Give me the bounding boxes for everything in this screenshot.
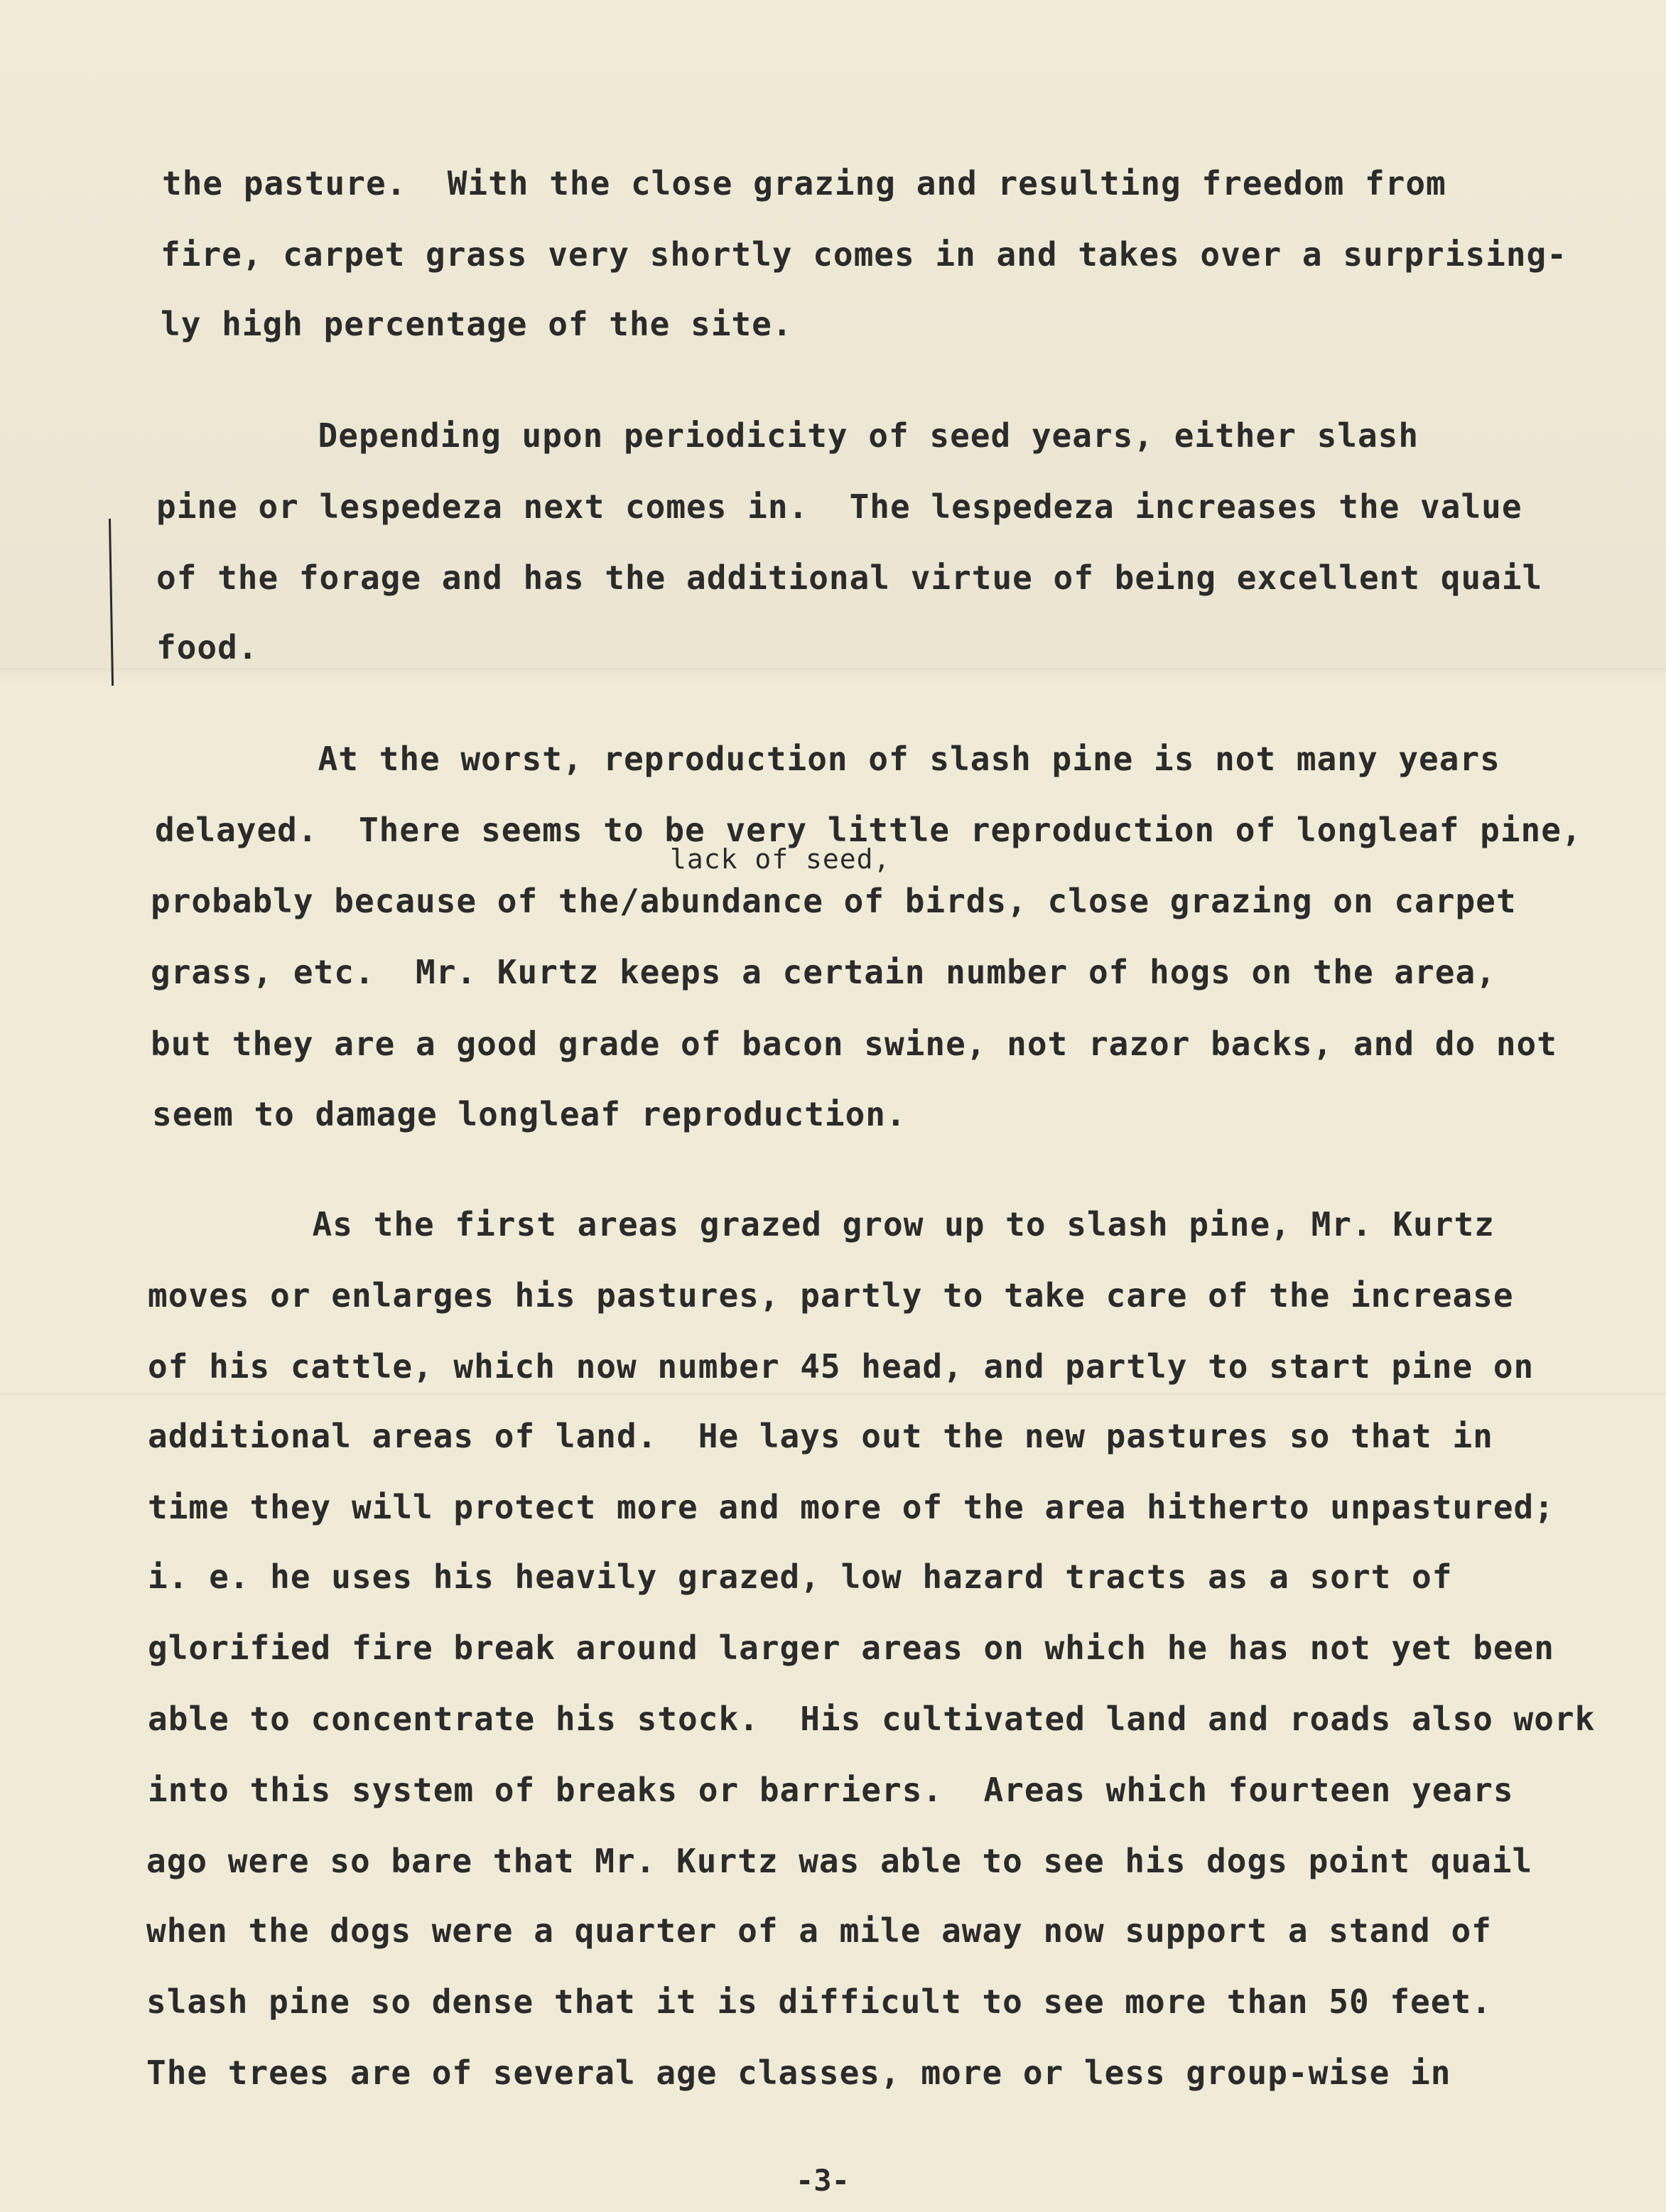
text-line: Depending upon periodicity of seed years, either slash xyxy=(155,416,1419,455)
text-line: ago were so bare that Mr. Kurtz was able to see his dogs point quail xyxy=(146,1842,1533,1880)
text-line: the pasture. With the close grazing and resulting freedom from xyxy=(162,164,1446,203)
text-line: of the forage and has the additional virtue of being excellent quail xyxy=(156,559,1543,597)
margin-mark xyxy=(109,519,114,686)
text-line: fire, carpet grass very shortly comes in and takes over a surprising- xyxy=(161,235,1567,274)
text-line: As the first areas grazed grow up to slash pine, Mr. Kurtz xyxy=(149,1205,1495,1243)
text-line: slash pine so dense that it is difficult to see more than 50 feet. xyxy=(146,1982,1492,2021)
text-line: pine or lespedeza next comes in. The lespedeza increases the value xyxy=(156,487,1522,526)
text-line: time they will protect more and more of the area hitherto unpastured; xyxy=(148,1488,1554,1526)
paper-fold xyxy=(0,1393,1666,1397)
text-line: of his cattle, which now number 45 head, and partly to start pine on xyxy=(148,1347,1535,1386)
text-line: ly high percentage of the site. xyxy=(161,305,793,343)
text-line: additional areas of land. He lays out the new pastures so that in xyxy=(148,1417,1493,1455)
handwritten-insertion: lack of seed, xyxy=(670,843,891,875)
paper-fold xyxy=(0,668,1666,672)
text-line: food. xyxy=(156,628,259,667)
text-line: probably because of the/abundance of birds, close grazing on carpet xyxy=(151,882,1517,920)
text-line: i. e. he uses his heavily grazed, low hazard tracts as a sort of xyxy=(148,1558,1453,1596)
text-line: moves or enlarges his pastures, partly to take care of the increase xyxy=(148,1276,1514,1315)
text-line: glorified fire break around larger areas on which he has not yet been xyxy=(148,1629,1554,1667)
text-line: but they are a good grade of bacon swine, not razor backs, and do not xyxy=(151,1025,1557,1063)
text-line: able to concentrate his stock. His cultivated land and roads also work xyxy=(148,1700,1596,1738)
text-line: grass, etc. Mr. Kurtz keeps a certain number of hogs on the area, xyxy=(151,953,1496,991)
text-line: when the dogs were a quarter of a mile away now support a stand of xyxy=(146,1911,1492,1950)
text-line: seem to damage longleaf reproduction. xyxy=(152,1095,907,1133)
text-line: delayed. There seems to be very little reproduction of longleaf pine, xyxy=(155,811,1582,849)
page-number: -3- xyxy=(796,2163,850,2198)
text-line: into this system of breaks or barriers. Areas which fourteen years xyxy=(148,1771,1514,1809)
text-line: At the worst, reproduction of slash pine is not many years xyxy=(155,740,1500,778)
text-line: The trees are of several age classes, more or less group-wise in xyxy=(146,2054,1451,2092)
